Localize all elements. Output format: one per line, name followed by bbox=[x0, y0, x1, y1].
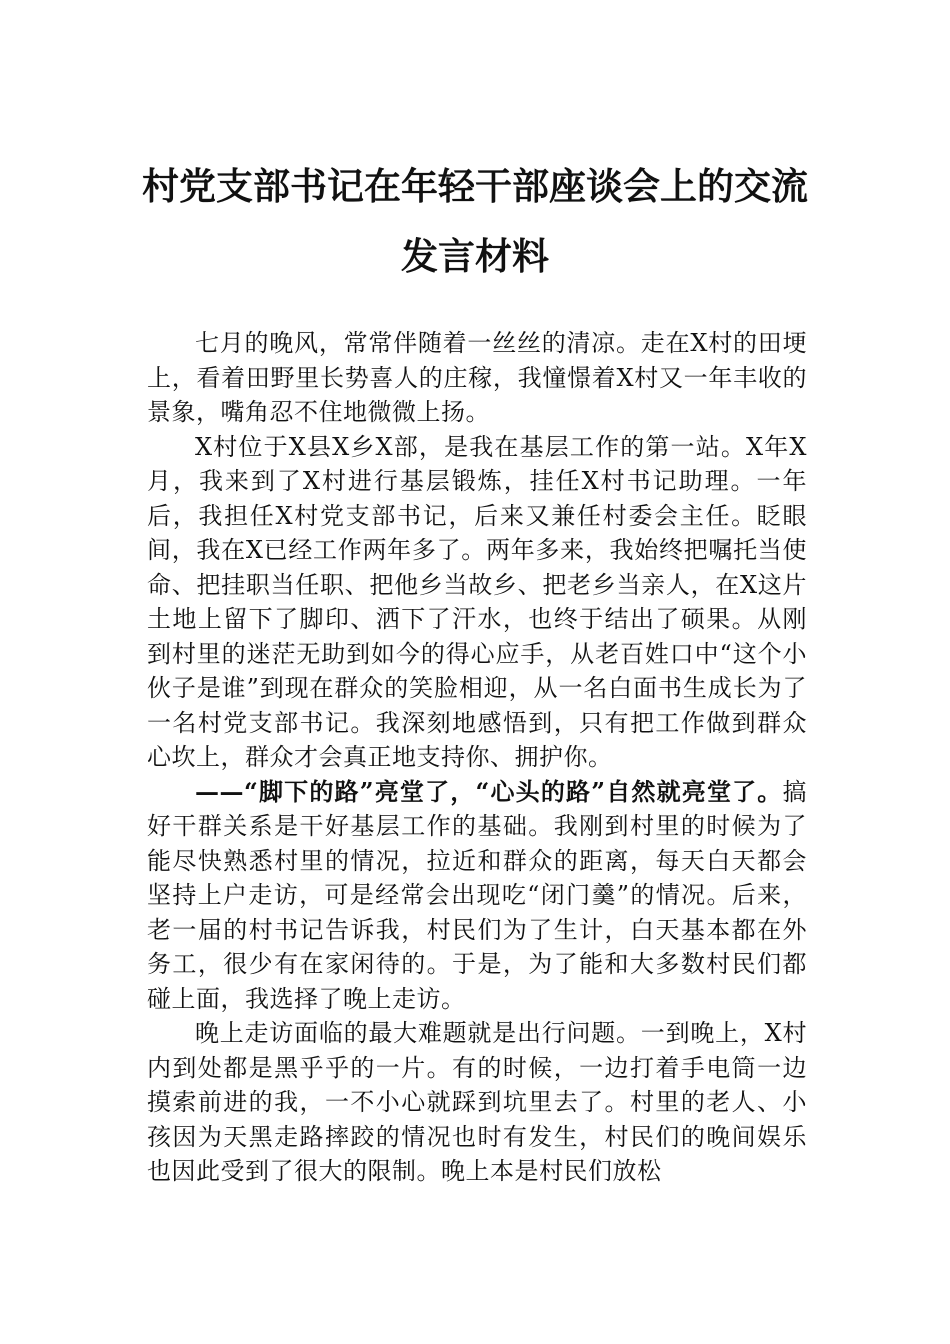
section-heading: ——“脚下的路”亮堂了，“心头的路”自然就亮堂了。 bbox=[195, 776, 783, 806]
paragraph-intro: 七月的晚风，常常伴随着一丝丝的清凉。走在X村的田埂上，看着田野里长势喜人的庄稼，我憧憬着X村又一年丰收的景象，嘴角忍不住地微微上扬。 bbox=[147, 329, 807, 426]
document-body bbox=[147, 326, 807, 1189]
paragraph-section-1 bbox=[147, 775, 807, 1017]
paragraph-night-visits: 晚上走访面临的最大难题就是出行问题。一到晚上，X村内到处都是黑乎乎的一片。有的时候，一边打着手电筒一边摸索前进的我，一不小心就踩到坑里去了。村里的老人、小孩因为天黑走路摔跤的情况也时有发生，村民们的晚间娱乐也因此受到了很大的限制。晚上本是村民们放松 bbox=[147, 1019, 807, 1185]
document-title-line-2: 发言材料 bbox=[401, 234, 549, 278]
section-text: 搞好干群关系是干好基层工作的基础。我刚到村里的时候为了能尽快熟悉村里的情况，拉近和群众的距离，每天白天都会坚持上户走访，可是经常会出现吃“闭门羹”的情况。后来，老一届的村书记告诉我，村民们为了生计，白天基本都在外务工，很少有在家闲待的。于是，为了能和大多数村民们都碰上面，我选择了晚上走访。 bbox=[147, 777, 807, 1013]
paragraph-background: X村位于X县X乡X部，是我在基层工作的第一站。X年X月，我来到了X村进行基层锻炼，挂任X村书记助理。一年后，我担任X村党支部书记，后来又兼任村委会主任。眨眼间，我在X已经工作两年多了。两年多来，我始终把嘱托当使命、把挂职当任职、把他乡当故乡、把老乡当亲人，在X这片土地上留下了脚印、洒下了汗水，也终于结出了硕果。从刚到村里的迷茫无助到如今的得心应手，从老百姓口中“这个小伙子是谁”到现在群众的笑脸相迎，从一名白面书生成长为了一名村党支部书记。我深刻地感悟到，只有把工作做到群众心坎上，群众才会真正地支持你、拥护你。 bbox=[147, 432, 807, 771]
document-title-line-1: 村党支部书记在年轻干部座谈会上的交流 bbox=[142, 164, 808, 208]
